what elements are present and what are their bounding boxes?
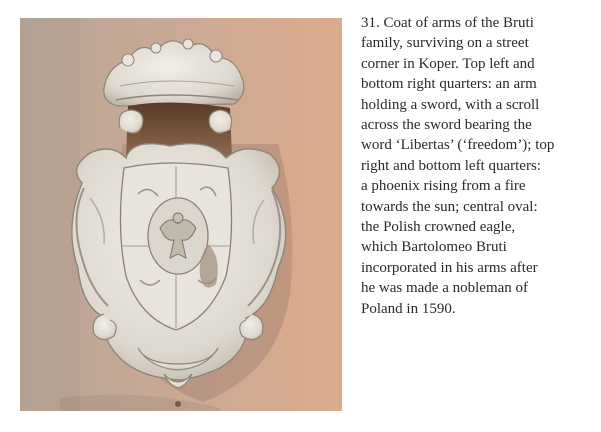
caption-line: towards the sun; central oval: — [361, 198, 538, 215]
caption-line: across the sword bearing the — [361, 117, 532, 134]
caption-line: a phoenix rising from a fire — [361, 178, 526, 195]
caption-line: word ‘Libertas’ (‘freedom’); top — [361, 137, 555, 154]
caption-line: right and bottom left quarters: — [361, 157, 541, 174]
caption-line: the Polish crowned eagle, — [361, 219, 516, 236]
bolt — [175, 401, 181, 407]
coat-of-arms-illustration — [20, 18, 342, 411]
caption-line: holding a sword, with a scroll — [361, 96, 540, 113]
caption-line: 31. Coat of arms of the Bruti — [361, 15, 534, 31]
caption-line: bottom right quarters: an arm — [361, 76, 537, 93]
caption-line: family, surviving on a street — [361, 35, 529, 52]
caption-line: he was made a nobleman of — [361, 280, 529, 297]
caption-line: corner in Koper. Top left and — [361, 55, 535, 72]
coat-of-arms-photo — [20, 18, 342, 411]
caption-line: which Bartolomeo Bruti — [361, 239, 507, 256]
caption-line: Poland in 1590. — [361, 300, 456, 317]
caption-line: incorporated in his arms after — [361, 259, 538, 276]
figure-caption — [361, 13, 593, 319]
